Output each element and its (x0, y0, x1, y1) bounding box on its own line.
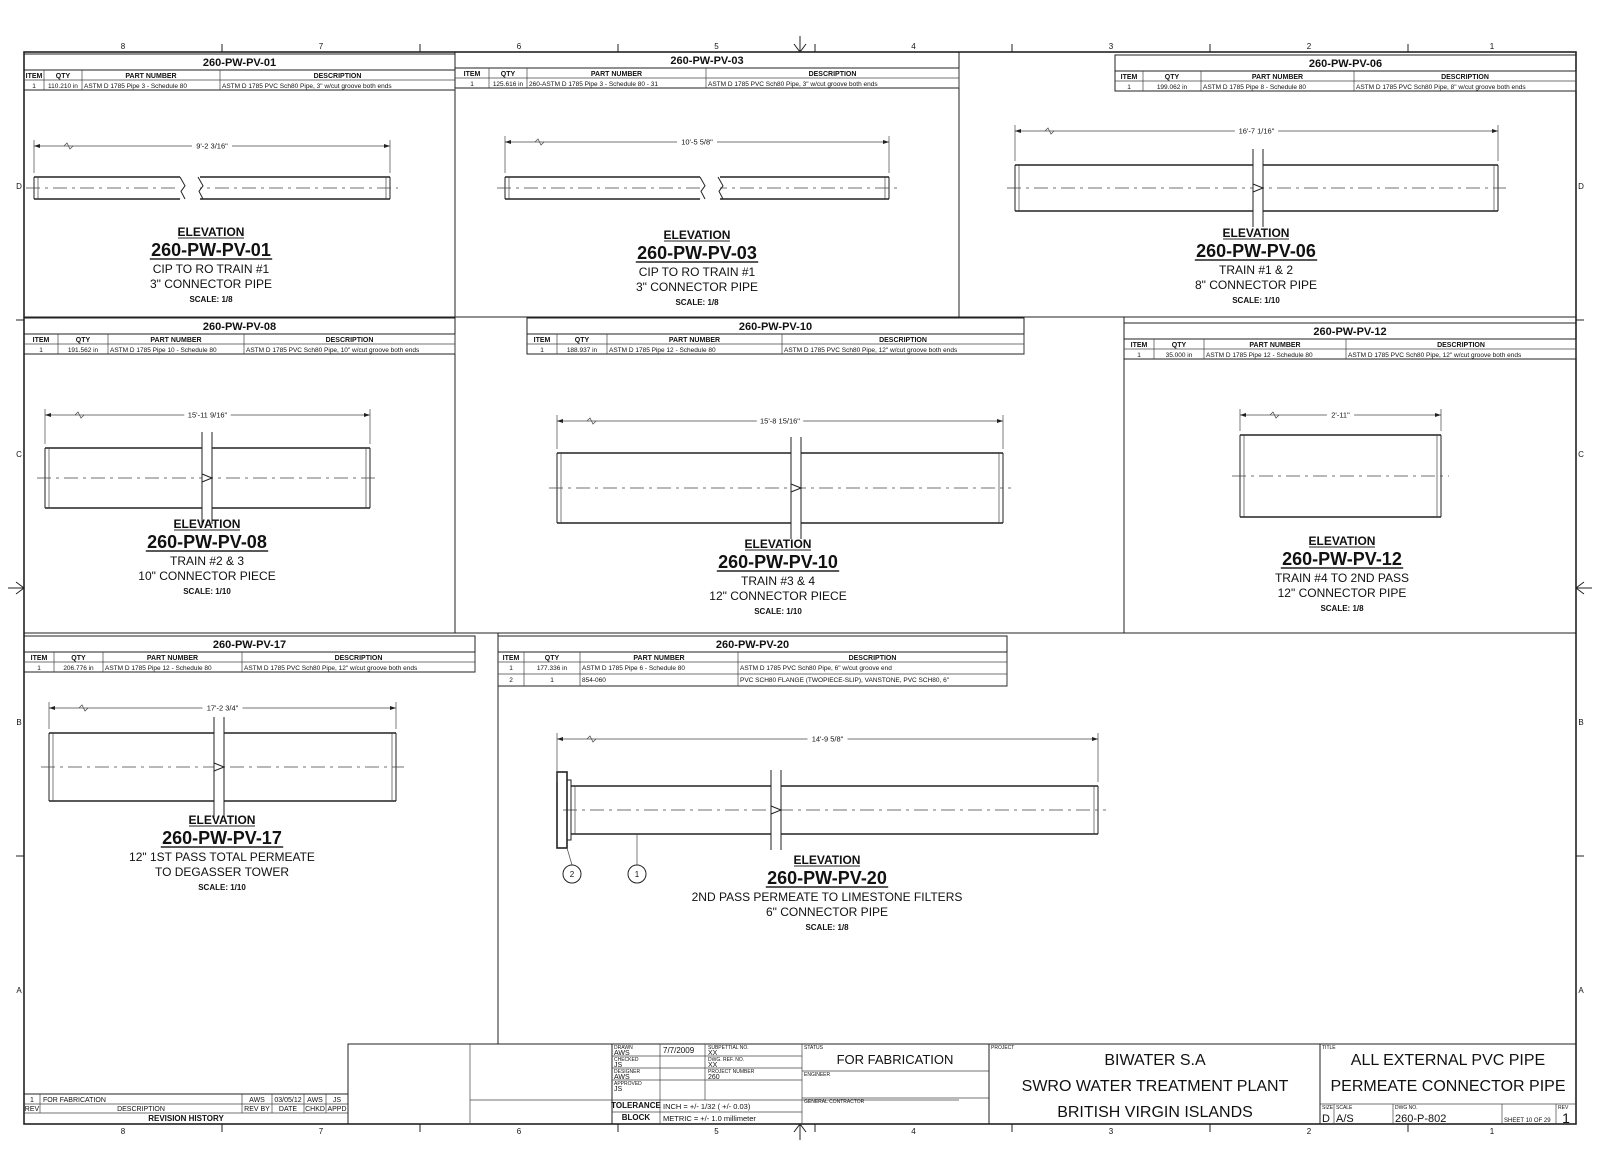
caption-line: 12" CONNECTOR PIPE (1277, 586, 1407, 600)
caption-line: TO DEGASSER TOWER (154, 865, 290, 879)
engineer-label: ENGINEER (804, 1072, 831, 1078)
view-label: ELEVATION (663, 228, 731, 242)
bom-cell: 188.937 in (566, 347, 598, 354)
elevation-caption (150, 225, 272, 304)
pipe-elevation (497, 136, 897, 201)
bom-cell: 125.616 in (492, 81, 524, 88)
bom-cell: 854-060 (582, 677, 606, 684)
rev-row-rev-by: AWS (249, 1097, 265, 1104)
revision-history-title: REVISION HISTORY (148, 1114, 224, 1123)
bom-header: PART NUMBER (1251, 74, 1304, 81)
pipe-elevation (41, 702, 404, 817)
dwg-no-value: 260-P-802 (1395, 1113, 1447, 1125)
scale-note: SCALE: 1/8 (805, 923, 849, 932)
dimension-label: 16'-7 1/16" (1238, 126, 1275, 136)
bom-cell: ASTM D 1785 PVC Sch80 Pipe, 12" w/cut groove both ends (1348, 352, 1522, 359)
dimension-label: 15'-8 15/16" (760, 416, 800, 426)
revision-block (24, 1094, 348, 1124)
zone-column-label: 6 (516, 1127, 522, 1136)
bom-header: QTY (1164, 74, 1180, 81)
size-label: SIZE (1322, 1105, 1334, 1111)
zone-row-label: C (1578, 450, 1584, 459)
zone-row-label: C (16, 450, 22, 459)
scale-note: SCALE: 1/8 (189, 295, 233, 304)
dwg-ref-value: XX (708, 1062, 718, 1069)
project-line-1: BIWATER S.A (1104, 1052, 1206, 1069)
drawn-label: DRAWN (614, 1045, 633, 1051)
bom-header: ITEM (25, 73, 43, 80)
status-label: STATUS (804, 1045, 823, 1051)
caption-line: 3" CONNECTOR PIPE (635, 280, 759, 294)
bom-table (527, 318, 1024, 354)
bom-header: DESCRIPTION (879, 337, 927, 344)
bom-cell: 2 (509, 677, 513, 684)
zone-column-label: 3 (1108, 42, 1114, 51)
zone-column-label: 2 (1306, 1127, 1312, 1136)
bom-header: ITEM (502, 655, 520, 662)
dimension-label: 17'-2 3/4" (206, 703, 239, 713)
zone-row-label: D (16, 182, 22, 191)
tolerance-label: TOLERANCE (611, 1101, 661, 1110)
bom-header: DESCRIPTION (334, 655, 383, 662)
item-balloon-label: 1 (634, 870, 640, 879)
elevation-caption (692, 853, 963, 932)
item-balloon-label: 2 (569, 870, 575, 879)
view-label: ELEVATION (188, 813, 256, 827)
bom-header: PART NUMBER (633, 655, 685, 662)
size-value: D (1322, 1113, 1330, 1125)
bom-header: DESCRIPTION (1437, 342, 1485, 349)
dwg-no-label: DWG NO. (1395, 1105, 1418, 1111)
bom-header: QTY (71, 655, 86, 662)
checked-label: CHECKED (614, 1057, 639, 1063)
center-arrow-top (794, 36, 806, 52)
rev-value: 1 (1562, 1110, 1570, 1126)
bom-header: PART NUMBER (590, 71, 643, 78)
pipe-elevation (26, 140, 398, 201)
zone-row-label: B (1578, 718, 1584, 727)
designer: AWS (614, 1074, 630, 1081)
title-label: TITLE (1322, 1045, 1336, 1051)
bom-cell: 260-ASTM D 1785 Pipe 3 - Schedule 80 - 31 (529, 81, 658, 88)
bom-cell: PVC SCH80 FLANGE (TWOPIECE-SLIP), VANSTONE, PVC SCH80, 6" (740, 677, 950, 684)
bom-header: DESCRIPTION (313, 73, 362, 80)
bom-header: ITEM (32, 337, 50, 344)
project-line-2: SWRO WATER TREATMENT PLANT (1021, 1078, 1289, 1095)
dimension-label: 10'-5 5/8" (681, 137, 713, 147)
bom-title: 260-PW-PV-12 (1313, 326, 1387, 338)
rev-row-rev: 1 (30, 1097, 34, 1104)
bom-header: ITEM (463, 71, 481, 78)
bom-header: ITEM (1130, 342, 1148, 349)
zone-column-label: 4 (911, 1127, 916, 1136)
bom-cell: 1 (39, 347, 43, 354)
bom-title: 260-PW-PV-17 (212, 639, 287, 651)
bom-cell: 1 (509, 665, 513, 672)
subpetitial-value: XX (708, 1050, 718, 1057)
bom-cell: 199.062 in (1156, 84, 1188, 91)
tolerance-inch: INCH = +/- 1/32 ( +/- 0.03) (663, 1102, 751, 1111)
bom-cell: 1 (1127, 84, 1131, 91)
dwg-ref-label: DWG. REF. NO. (708, 1057, 745, 1063)
scale-note: SCALE: 1/8 (1320, 604, 1364, 613)
bom-header: ITEM (30, 655, 48, 662)
drawing-id: 260-PW-PV-06 (1196, 241, 1316, 261)
bom-cell: 1 (32, 83, 36, 90)
drawn-by: AWS (614, 1050, 630, 1057)
zone-row-label: B (16, 718, 22, 727)
center-arrow-right (1576, 582, 1592, 594)
bom-header: PART NUMBER (1249, 342, 1301, 349)
view-label: ELEVATION (173, 517, 241, 531)
bom-title: 260-PW-PV-08 (202, 321, 277, 333)
dimension-label: 9'-2 3/16" (196, 141, 228, 151)
title-line-2: PERMEATE CONNECTOR PIPE (1330, 1078, 1566, 1095)
caption-line: CIP TO RO TRAIN #1 (152, 262, 270, 276)
bom-title: 260-PW-PV-06 (1308, 58, 1383, 70)
zone-column-label: 8 (120, 42, 126, 51)
tolerance-metric: METRIC = +/- 1.0 millimeter (663, 1114, 756, 1123)
view-label: ELEVATION (177, 225, 245, 239)
bom-header: DESCRIPTION (848, 655, 897, 662)
bom-cell: ASTM D 1785 Pipe 3 - Schedule 80 (84, 83, 187, 90)
bom-table (1124, 323, 1576, 359)
drawing-id: 260-PW-PV-17 (162, 828, 282, 848)
scale-note: SCALE: 1/8 (675, 298, 719, 307)
bom-table (24, 636, 475, 672)
caption-line: 2ND PASS PERMEATE TO LIMESTONE FILTERS (691, 890, 963, 904)
bom-title: 260-PW-PV-20 (715, 639, 790, 651)
rev-header-rev-by: REV BY (244, 1106, 270, 1113)
sheet-number: SHEET 10 OF 29 (1504, 1118, 1551, 1124)
bom-cell: ASTM D 1785 PVC Sch80 Pipe, 3" w/cut groove both ends (222, 83, 392, 90)
designer-label: DESIGNER (614, 1069, 641, 1075)
elevation-caption (129, 813, 315, 892)
elevation-caption (636, 228, 758, 307)
drawing-id: 260-PW-PV-20 (767, 868, 887, 888)
zone-column-label: 1 (1489, 42, 1495, 51)
bom-cell: ASTM D 1785 PVC Sch80 Pipe, 8" w/cut groove both ends (1356, 84, 1526, 91)
drawing-id: 260-PW-PV-10 (718, 552, 838, 572)
elevation-caption (1195, 226, 1317, 305)
zone-row-label: D (1578, 182, 1584, 191)
bom-header: DESCRIPTION (325, 337, 374, 344)
center-arrow-left (8, 582, 24, 594)
bom-title: 260-PW-PV-01 (202, 57, 277, 69)
bom-title: 260-PW-PV-03 (670, 55, 744, 67)
zone-column-label: 6 (516, 42, 522, 51)
bom-cell: 191.562 in (67, 347, 99, 354)
bom-cell: ASTM D 1785 Pipe 12 - Schedule 80 (609, 347, 716, 354)
caption-line: TRAIN #2 & 3 (169, 554, 245, 568)
rev-row-appd: JS (332, 1097, 342, 1104)
rev-header-date: DATE (278, 1106, 298, 1113)
pipe-elevation (37, 409, 378, 524)
bom-header: QTY (1171, 342, 1187, 349)
pipe-elevation (1007, 125, 1506, 227)
project-line-3: BRITISH VIRGIN ISLANDS (1057, 1104, 1253, 1121)
bom-cell: 110.210 in (48, 83, 78, 90)
project-number-label: PROJECT NUMBER (708, 1069, 755, 1075)
bom-header: QTY (544, 655, 560, 662)
zone-column-label: 3 (1108, 1127, 1114, 1136)
pipe-elevation (1232, 409, 1449, 517)
rev-header-appd: APPD (327, 1106, 347, 1113)
view-label: ELEVATION (1308, 534, 1376, 548)
bom-cell: 206.776 in (63, 665, 94, 672)
bom-cell: ASTM D 1785 PVC Sch80 Pipe, 12" w/cut groove both ends (784, 347, 958, 354)
dimension-label: 14'-9 5/8" (811, 734, 844, 744)
zone-row-label: A (16, 986, 22, 995)
bom-table (24, 54, 455, 90)
bom-header: QTY (574, 337, 590, 344)
title-line-1: ALL EXTERNAL PVC PIPE (1350, 1052, 1546, 1069)
scale-note: SCALE: 1/10 (1232, 296, 1280, 305)
general-contractor-label: GENERAL CONTRACTOR (804, 1099, 865, 1105)
zone-column-label: 7 (318, 42, 324, 51)
bom-header: DESCRIPTION (808, 71, 857, 78)
bom-table (1115, 55, 1576, 91)
pipe-elevation (549, 415, 1011, 539)
caption-line: 6" CONNECTOR PIPE (765, 905, 889, 919)
bom-cell: 1 (1137, 352, 1141, 359)
status-value: FOR FABRICATION (836, 1052, 954, 1067)
bom-cell: 1 (37, 665, 41, 672)
rev-header-description: DESCRIPTION (117, 1106, 165, 1113)
center-arrow-bottom (794, 1124, 806, 1140)
approved-by: JS (614, 1086, 623, 1093)
bom-cell: ASTM D 1785 PVC Sch80 Pipe, 6" w/cut groove end (740, 665, 892, 672)
bom-cell: ASTM D 1785 PVC Sch80 Pipe, 12" w/cut groove both ends (244, 665, 418, 672)
caption-line: TRAIN #4 TO 2ND PASS (1274, 571, 1410, 585)
zone-column-label: 2 (1306, 42, 1312, 51)
bom-cell: 1 (550, 677, 554, 684)
scale-label: SCALE (1336, 1105, 1353, 1111)
bom-header: ITEM (1120, 74, 1138, 81)
bom-header: PART NUMBER (150, 337, 202, 344)
view-label: ELEVATION (744, 537, 812, 551)
caption-line: CIP TO RO TRAIN #1 (638, 265, 756, 279)
bom-header: QTY (500, 71, 516, 78)
caption-line: 3" CONNECTOR PIPE (149, 277, 273, 291)
subpetitial-label: SUBPETTIAL NO. (708, 1045, 749, 1051)
bom-header: QTY (75, 337, 91, 344)
bom-table (24, 318, 455, 354)
rev-row-description: FOR FABRICATION (43, 1097, 106, 1104)
scale-note: SCALE: 1/10 (754, 607, 802, 616)
zone-column-label: 4 (911, 42, 916, 51)
bom-table (498, 636, 1007, 686)
bom-cell: ASTM D 1785 PVC Sch80 Pipe, 3" w/cut groove both ends (708, 81, 878, 88)
drawing-id: 260-PW-PV-03 (637, 243, 757, 263)
bom-cell: 1 (470, 81, 474, 88)
bom-cell: ASTM D 1785 Pipe 12 - Schedule 80 (105, 665, 212, 672)
caption-line: TRAIN #3 & 4 (740, 574, 816, 588)
bom-title: 260-PW-PV-10 (738, 321, 813, 333)
elevation-caption (1275, 534, 1409, 613)
zone-column-label: 5 (714, 1127, 719, 1136)
zone-row-label: A (1578, 986, 1584, 995)
zone-column-label: 8 (120, 1127, 126, 1136)
elevation-caption (138, 517, 275, 596)
bom-cell: ASTM D 1785 Pipe 12 - Schedule 80 (1206, 352, 1313, 359)
zone-column-label: 5 (714, 42, 719, 51)
scale-note: SCALE: 1/10 (183, 587, 231, 596)
tolerance-block-label: BLOCK (621, 1113, 651, 1122)
scale-note: SCALE: 1/10 (198, 883, 246, 892)
bom-cell: ASTM D 1785 Pipe 8 - Schedule 80 (1203, 84, 1306, 91)
drawn-date: 7/7/2009 (663, 1046, 695, 1055)
rev-header-rev: REV (24, 1106, 40, 1113)
bom-header: ITEM (533, 337, 551, 344)
view-label: ELEVATION (793, 853, 861, 867)
approved-label: APPROVED (614, 1081, 642, 1087)
project-label: PROJECT (991, 1045, 1015, 1051)
drawing-id: 260-PW-PV-01 (151, 240, 271, 260)
bom-cell: 1 (540, 347, 544, 354)
caption-line: 8" CONNECTOR PIPE (1194, 278, 1318, 292)
elevation-caption (709, 537, 846, 616)
scale-value: A/S (1336, 1113, 1354, 1125)
zone-column-label: 7 (318, 1127, 324, 1136)
caption-line: 12" CONNECTOR PIECE (709, 589, 847, 603)
dimension-label: 15'-11 9/16" (187, 410, 228, 420)
bom-header: DESCRIPTION (1441, 74, 1489, 81)
bom-header: PART NUMBER (146, 655, 199, 662)
bom-header: PART NUMBER (668, 337, 721, 344)
caption-line: 12" 1ST PASS TOTAL PERMEATE (129, 850, 315, 864)
rev-row-date: 03/05/12 (274, 1097, 302, 1104)
bom-table (455, 52, 959, 88)
project-number: 260 (708, 1074, 720, 1081)
bom-cell: 177.336 in (536, 665, 568, 672)
dimension-label: 2'-11" (1331, 410, 1350, 420)
drawing-id: 260-PW-PV-12 (1282, 549, 1402, 569)
bom-cell: ASTM D 1785 Pipe 10 - Schedule 80 (110, 347, 217, 354)
checked-by: JS (614, 1062, 623, 1069)
bom-cell: 35.000 in (1165, 352, 1193, 359)
caption-line: 10" CONNECTOR PIECE (138, 569, 276, 583)
drawing-id: 260-PW-PV-08 (147, 532, 267, 552)
zone-column-label: 1 (1489, 1127, 1495, 1136)
bom-cell: ASTM D 1785 Pipe 6 - Schedule 80 (582, 665, 685, 672)
caption-line: TRAIN #1 & 2 (1218, 263, 1294, 277)
view-label: ELEVATION (1222, 226, 1290, 240)
bom-header: QTY (55, 73, 71, 80)
bom-cell: ASTM D 1785 PVC Sch80 Pipe, 10" w/cut groove both ends (246, 347, 420, 354)
rev-row-chkd: AWS (307, 1097, 323, 1104)
title-block (348, 1044, 1576, 1126)
bom-header: PART NUMBER (125, 73, 177, 80)
rev-header-chkd: CHKD (305, 1106, 325, 1113)
rev-label: REV (1558, 1105, 1569, 1111)
